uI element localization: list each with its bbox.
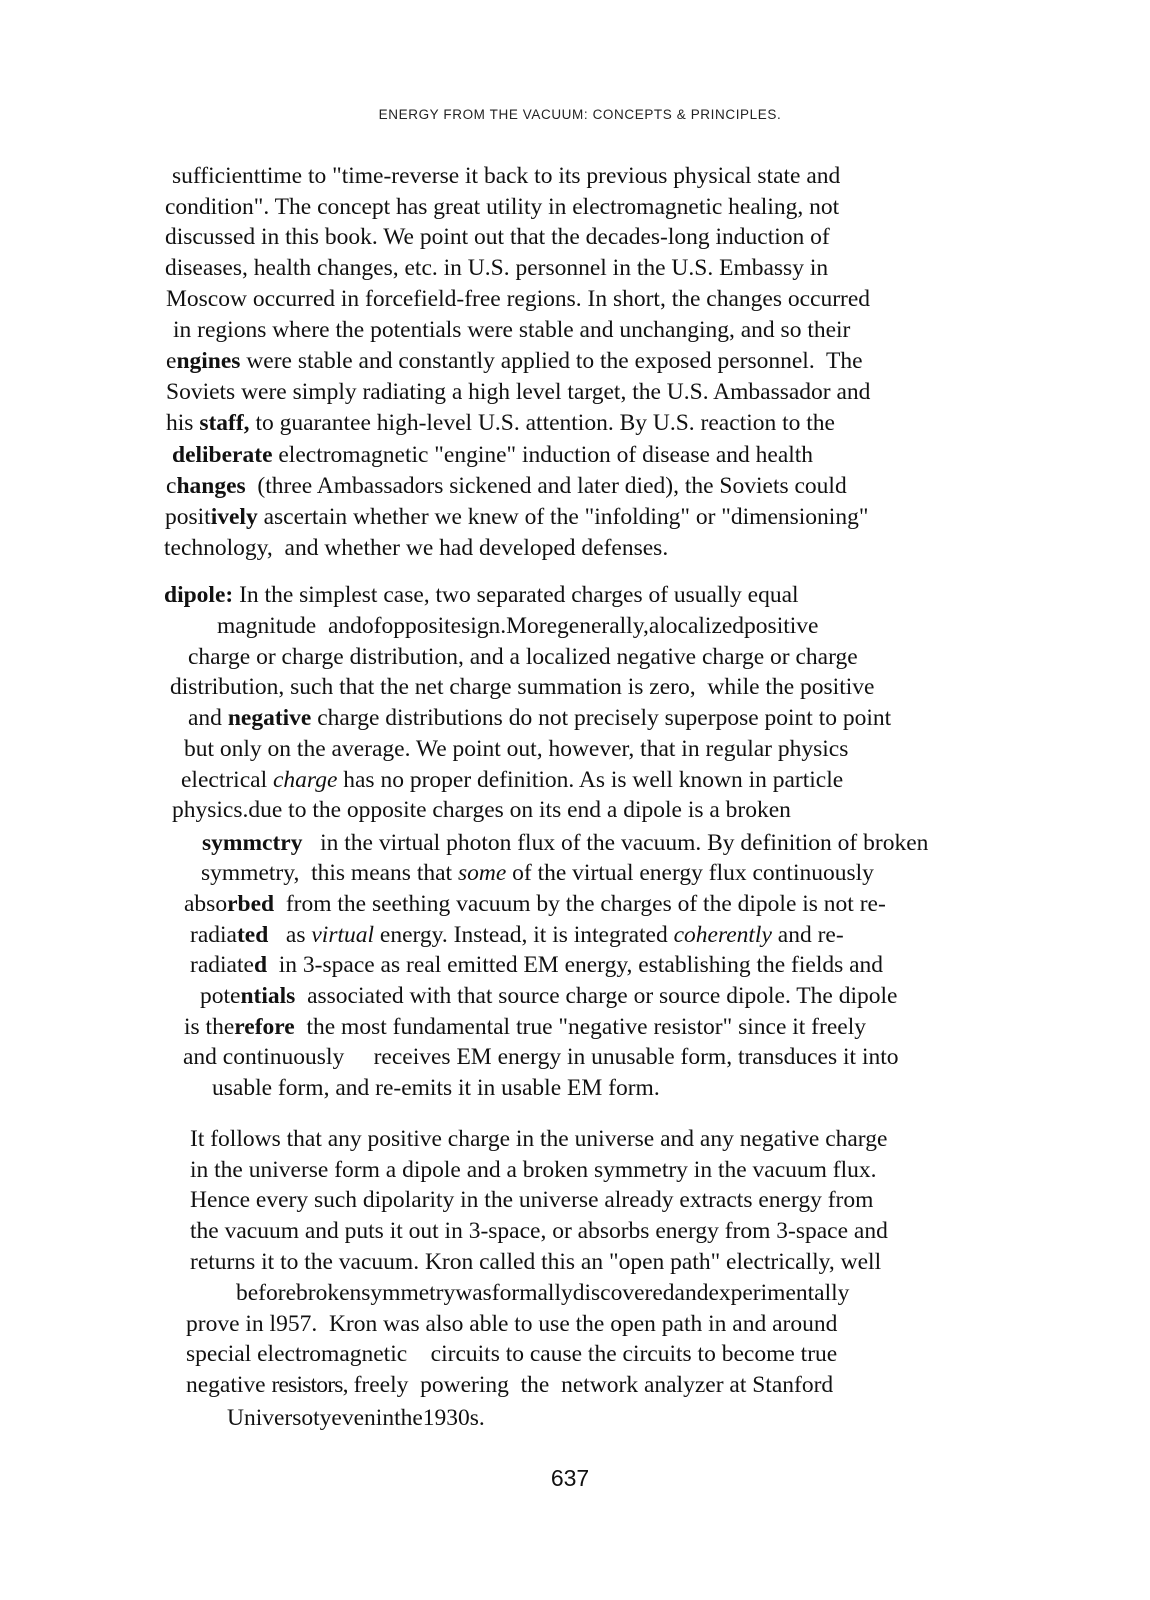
text-line: is therefore the most fundamental true "negative resistor" since it freely [184,1014,866,1040]
text-line: magnitude andofoppositesign.Moregenerally,alocalizedpositive [217,613,819,639]
text-line: electrical charge has no proper definition. As is well known in particle [181,767,844,793]
text-line: radiated in 3-space as real emitted EM energy, establishing the fields and [190,952,884,978]
text-line: condition". The concept has great utility in electromagnetic healing, not [165,194,840,220]
text-line: diseases, health changes, etc. in U.S. personnel in the U.S. Embassy in [165,255,829,281]
text-line: prove in l957. Kron was also able to use the open path in and around [186,1311,838,1337]
text-line: the vacuum and puts it out in 3-space, or absorbs energy from 3-space and [190,1218,888,1244]
text-line: returns it to the vacuum. Kron called this an "open path" electrically, well [190,1249,882,1275]
text-line: dipole: In the simplest case, two separated charges of usually equal [164,582,799,608]
text-line: in the universe form a dipole and a broken symmetry in the vacuum flux. [190,1157,877,1183]
text-line: Moscow occurred in forcefield-free regions. In short, the changes occurred [166,286,871,312]
text-line: Soviets were simply radiating a high level target, the U.S. Ambassador and [166,379,871,405]
text-line: discussed in this book. We point out that the decades-long induction of [165,224,830,250]
text-line: It follows that any positive charge in the universe and any negative charge [190,1126,888,1152]
text-line: engines were stable and constantly applied to the exposed personnel. The [166,348,863,374]
text-line: potentials associated with that source charge or source dipole. The dipole [200,983,898,1009]
text-line: radiated as virtual energy. Instead, it is integrated coherently and re- [190,922,844,948]
text-line: Hence every such dipolarity in the universe already extracts energy from [190,1187,874,1213]
text-line: distribution, such that the net charge summation is zero, while the positive [170,674,875,700]
text-line: negative resistors, freely powering the network analyzer at Stanford [186,1372,834,1398]
text-line: in regions where the potentials were stable and unchanging, and so their [173,317,851,343]
running-header: ENERGY FROM THE VACUUM: CONCEPTS & PRINCIPLES. [378,107,782,122]
text-line: positively ascertain whether we knew of the "infolding" or "dimensioning" [165,504,869,530]
text-line: but only on the average. We point out, however, that in regular physics [184,736,849,762]
text-line: charge or charge distribution, and a localized negative charge or charge [188,644,858,670]
text-line: and continuously receives EM energy in unusable form, transduces it into [183,1044,899,1070]
text-line: Universotyeveninthe1930s. [227,1405,485,1431]
text-line: physics.due to the opposite charges on its end a dipole is a broken [172,797,791,823]
text-line: deliberate electromagnetic "engine" induction of disease and health [172,442,814,468]
text-line: usable form, and re-emits it in usable EM form. [212,1075,660,1101]
text-line: his staff, to guarantee high-level U.S. attention. By U.S. reaction to the [166,410,835,436]
text-line: sufficienttime to "time-reverse it back to its previous physical state and [172,163,841,189]
defined-term: dipole: [164,582,234,608]
text-line: beforebrokensymmetrywasformallydiscoveredandexperimentally [236,1280,850,1306]
text-line: and negative charge distributions do not precisely superpose point to point [188,705,892,731]
text-line: symmetry, this means that some of the virtual energy flux continuously [201,860,874,886]
text-line: technology, and whether we had developed defenses. [164,535,669,561]
text-line: symmctry in the virtual photon flux of the vacuum. By definition of broken [202,830,929,856]
text-line: absorbed from the seething vacuum by the charges of the dipole is not re- [184,891,886,917]
text-line: changes (three Ambassadors sickened and later died), the Soviets could [166,473,847,499]
text-line: special electromagnetic circuits to cause the circuits to become true [186,1341,838,1367]
page-number: 637 [550,1465,590,1491]
